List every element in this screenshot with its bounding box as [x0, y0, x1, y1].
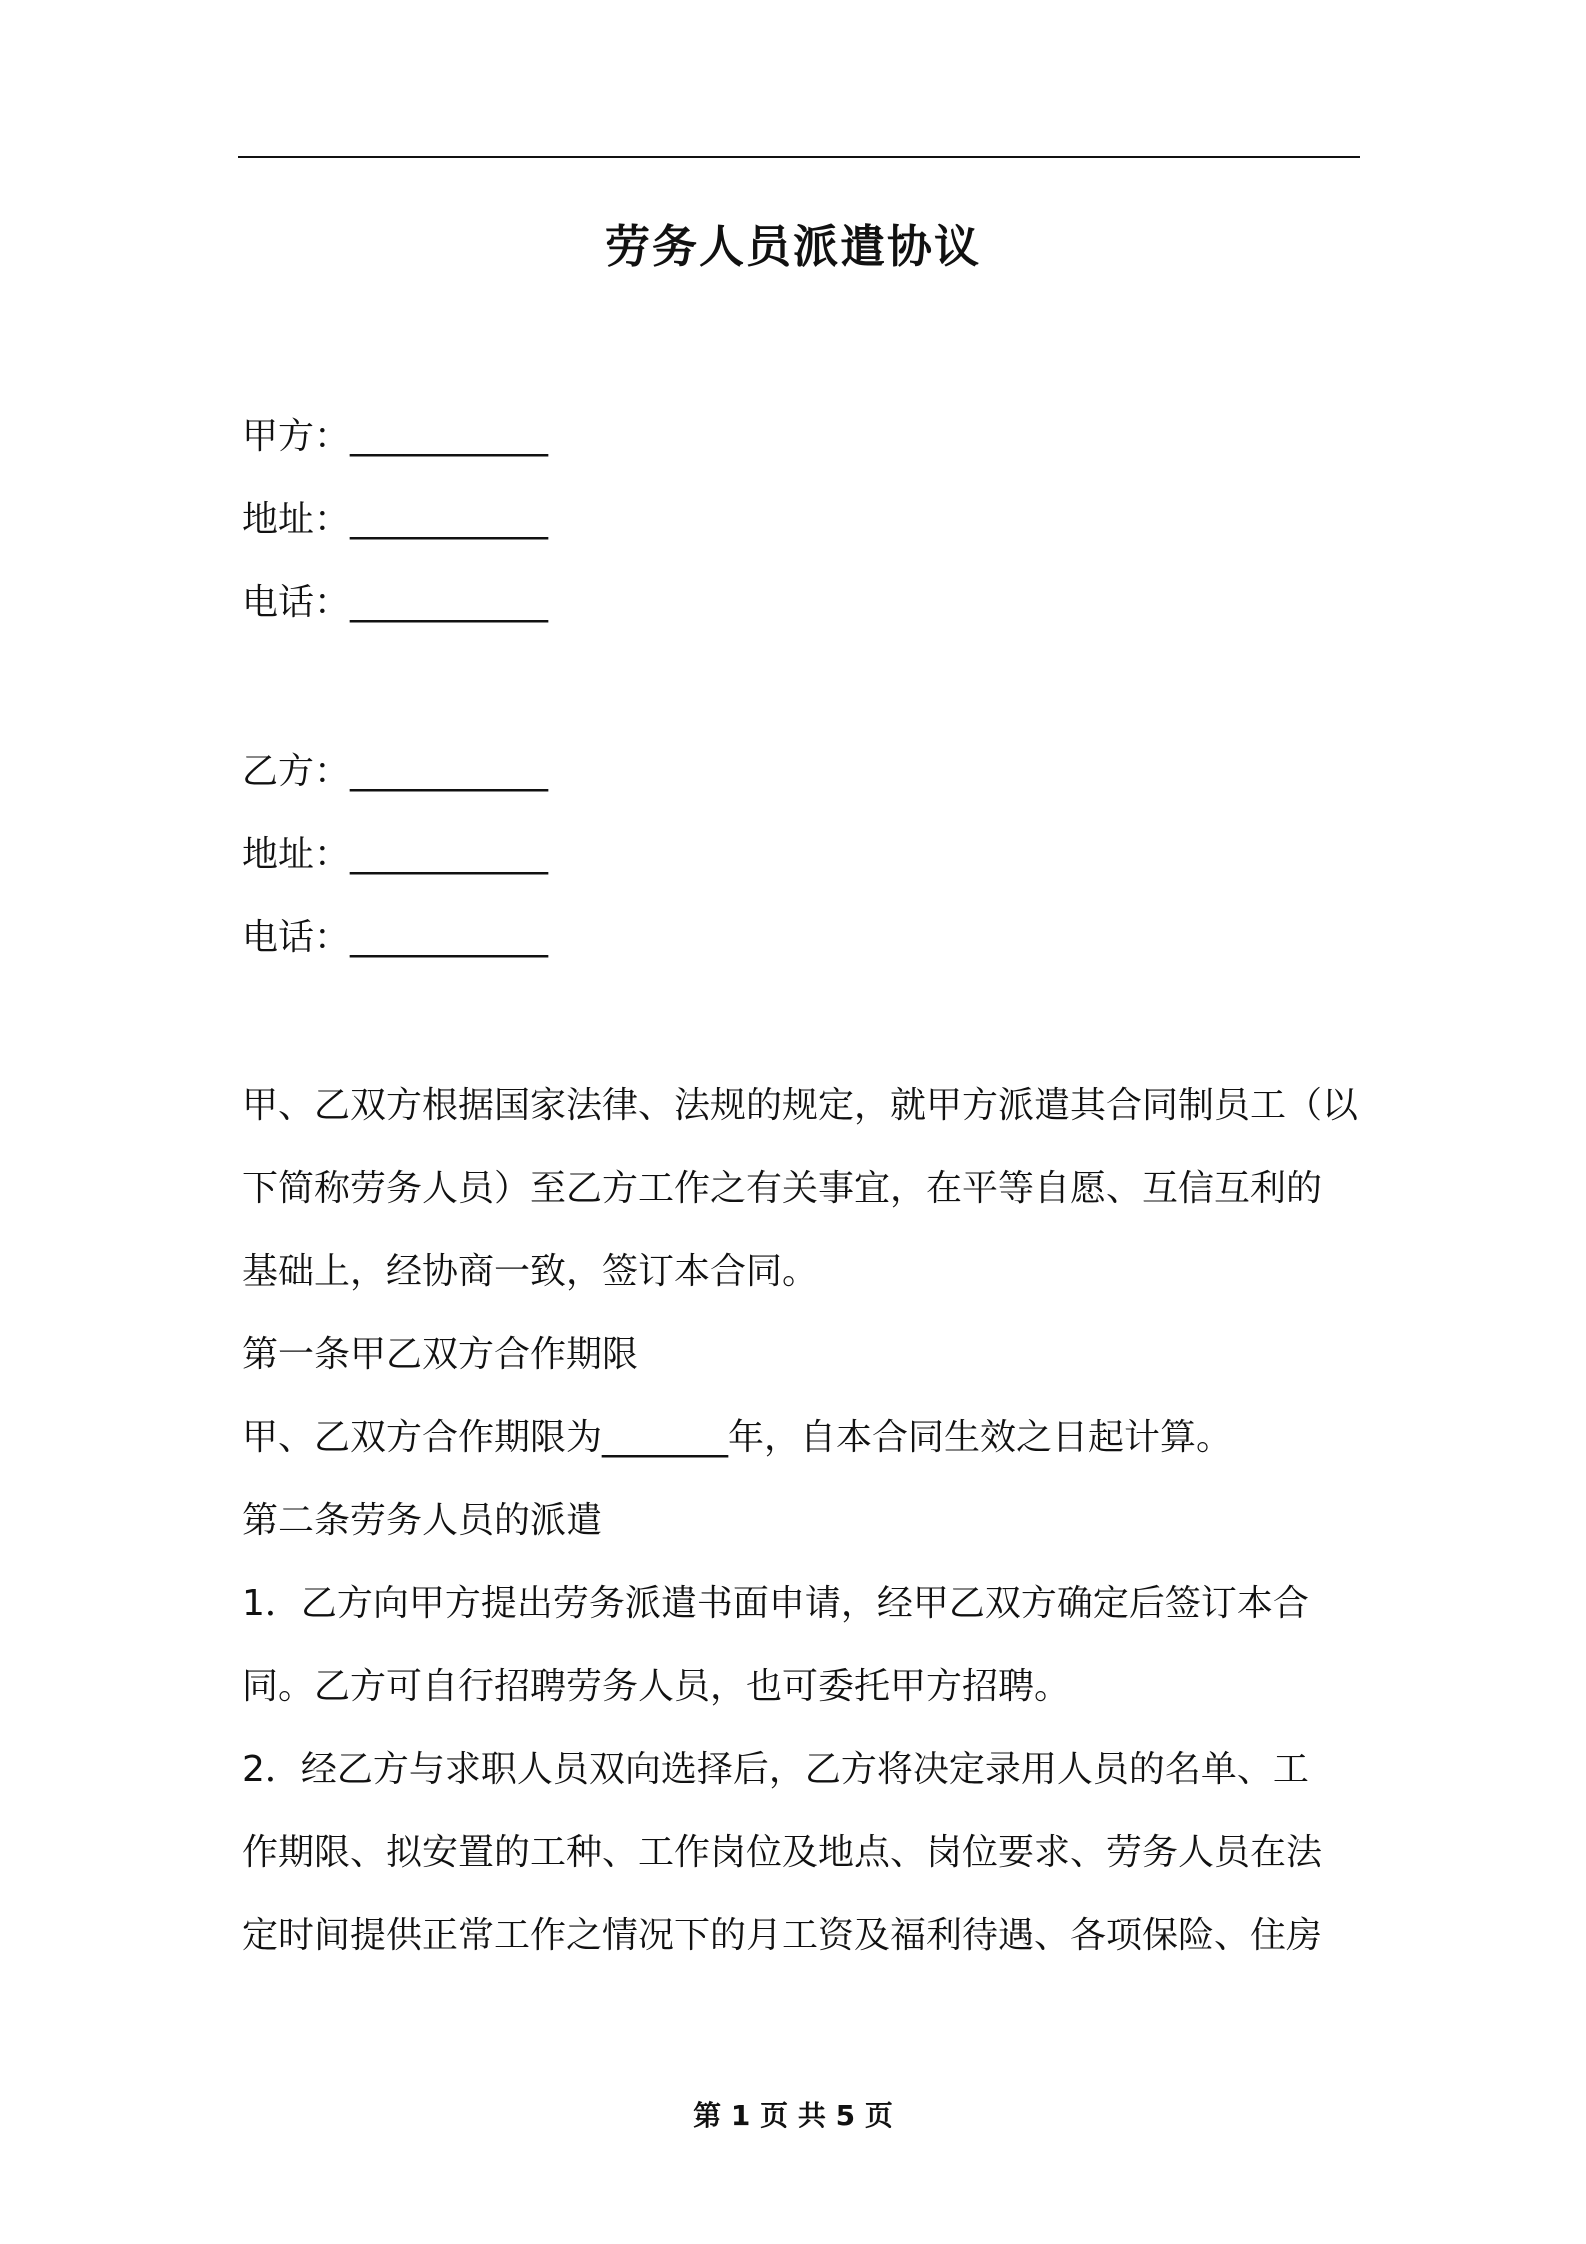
- body-line: 作期限、拟安置的工种、工作岗位及地点、岗位要求、劳务人员在法: [242, 1832, 1323, 1873]
- body-line: 同。乙方可自行招聘劳务人员，也可委托甲方招聘。: [242, 1666, 1071, 1707]
- party-b-name-line: 乙方：___________: [242, 751, 549, 792]
- body-line: 甲、乙双方合作期限为_______年，自本合同生效之日起计算。: [242, 1417, 1233, 1458]
- body-line: 下简称劳务人员）至乙方工作之有关事宜，在平等自愿、互信互利的: [242, 1168, 1323, 1209]
- body-line: 定时间提供正常工作之情况下的月工资及福利待遇、各项保险、住房: [242, 1915, 1323, 1956]
- page-footer: 第 1 页 共 5 页: [693, 2099, 893, 2132]
- article-heading: 第一条甲乙双方合作期限: [242, 1334, 639, 1375]
- party-b-address-line: 地址：___________: [242, 834, 549, 875]
- body-line: 甲、乙双方根据国家法律、法规的规定，就甲方派遣其合同制员工（以: [242, 1085, 1359, 1126]
- party-a-name-line: 甲方：___________: [242, 416, 549, 457]
- header-rule: [238, 156, 1360, 158]
- body-line: 2．经乙方与求职人员双向选择后，乙方将决定录用人员的名单、工: [242, 1749, 1309, 1790]
- body-line: 基础上，经协商一致，签订本合同。: [242, 1251, 819, 1292]
- party-a-address-line: 地址：___________: [242, 499, 549, 540]
- party-b-phone-line: 电话：___________: [242, 917, 549, 958]
- party-a-phone-line: 电话：___________: [242, 582, 549, 623]
- article-heading: 第二条劳务人员的派遣: [242, 1500, 603, 1541]
- body-line: 1．乙方向甲方提出劳务派遣书面申请，经甲乙双方确定后签订本合: [242, 1583, 1309, 1624]
- document-title: 劳务人员派遣协议: [604, 220, 981, 273]
- agreement-body: [242, 1081, 1360, 1994]
